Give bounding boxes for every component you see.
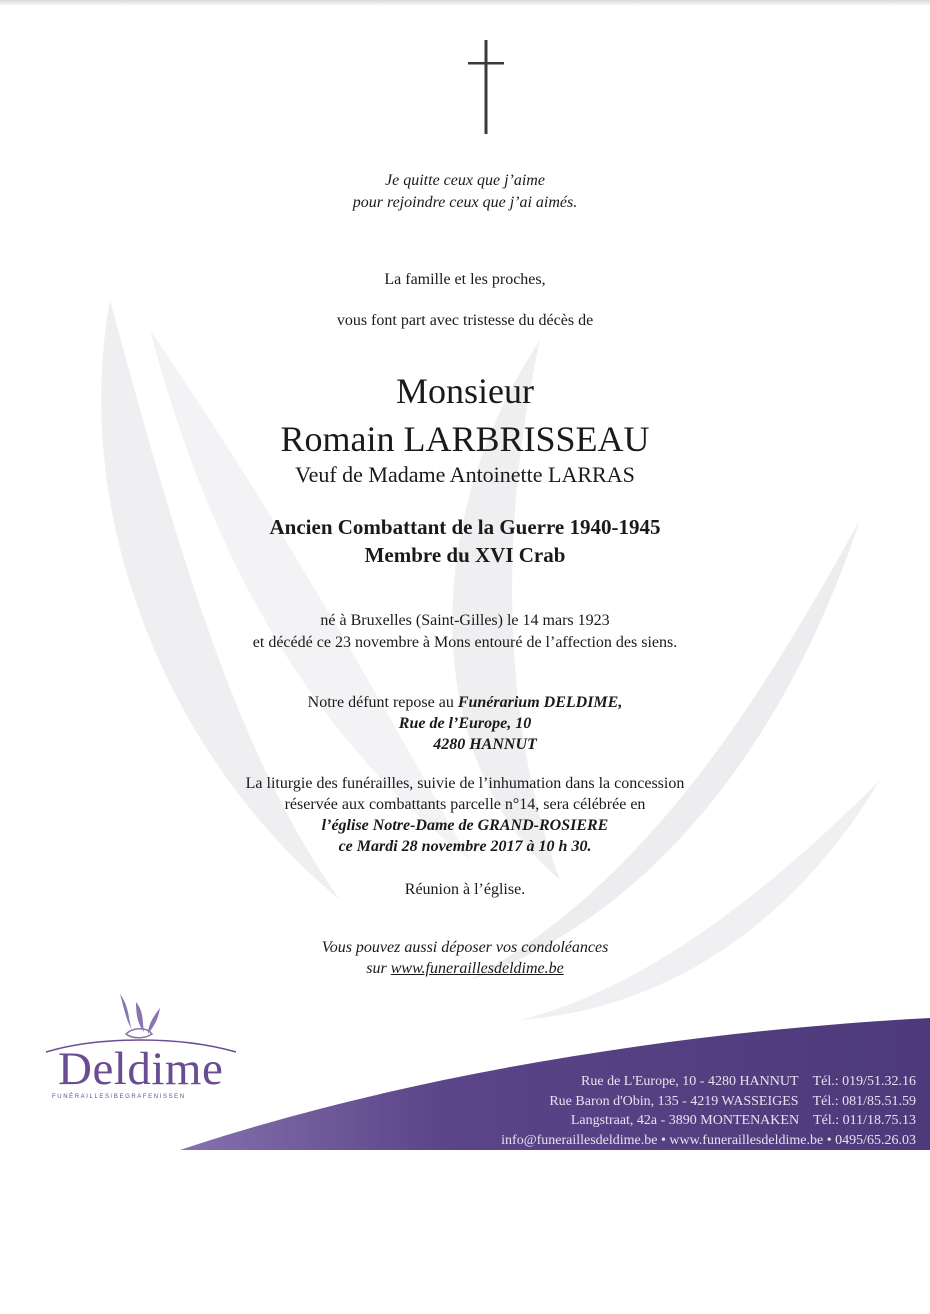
announcement-intro: vous font part avec tristesse du décès de — [336, 312, 594, 329]
phone-hannut: Tél.: 019/51.32.16 — [812, 1074, 916, 1089]
address-wasseiges: Rue Baron d'Obin, 135 - 4219 WASSEIGES — [549, 1093, 799, 1109]
family-line: La famille et les proches, — [384, 271, 546, 288]
repose-intro: Notre défunt repose au — [307, 694, 458, 711]
condolences-link-line — [0, 960, 930, 978]
condolences-url-link[interactable]: www.funeraillesdeldime.be — [390, 960, 564, 977]
meeting-line: Réunion à l’église. — [404, 881, 526, 898]
repose-line — [0, 694, 930, 712]
address-montenaken: Langstraat, 42a - 3890 MONTENAKEN — [570, 1113, 800, 1128]
funerarium-street: Rue de l’Europe, 10 — [398, 715, 532, 732]
funerarium-city: 4280 HANNUT — [433, 736, 537, 753]
distinction-line-1: Ancien Combattant de la Guerre 1940-1945 — [269, 515, 661, 539]
condolences-line: Vous pouvez aussi déposer vos condoléances — [321, 939, 609, 956]
liturgy-line-2: réservée aux combattants parcelle n°14, sera célébrée en — [284, 796, 646, 813]
phone-montenaken: Tél.: 011/18.75.13 — [813, 1113, 916, 1128]
footer-row-hannut — [501, 1072, 916, 1092]
liturgy-line-1: La liturgie des funérailles, suivie de l’inhumation dans la concession — [245, 775, 685, 792]
deceased-name: Romain LARBRISSEAU — [280, 419, 650, 459]
condolences-prefix: sur — [366, 960, 391, 977]
deldime-logo-wordmark: Deldime — [58, 1043, 224, 1095]
funerarium-name: Funérarium DELDIME, — [457, 694, 623, 711]
quote-line-1: Je quitte ceux que j’aime — [385, 172, 545, 189]
distinction-line-2: Membre du XVI Crab — [364, 543, 566, 567]
deldime-logo-tagline: FUNÉRAILLES/BEGRAFENISSEN — [52, 1094, 186, 1100]
quote-line-2: pour rejoindre ceux que j’ai aimés. — [352, 194, 578, 211]
ceremony-datetime: ce Mardi 28 novembre 2017 à 10 h 30. — [338, 838, 592, 855]
footer-row-montenaken — [501, 1111, 916, 1131]
death-line: et décédé ce 23 novembre à Mons entouré de l’affection des siens. — [252, 634, 678, 651]
footer-contact-line: info@funeraillesdeldime.be • www.funeraillesdeldime.be • 0495/65.26.03 — [501, 1132, 916, 1148]
deceased-title: Monsieur — [396, 371, 534, 411]
church-name: l’église Notre-Dame de GRAND-ROSIERE — [321, 817, 609, 834]
footer-row-wasseiges — [501, 1092, 916, 1112]
phone-wasseiges: Tél.: 081/85.51.59 — [812, 1093, 916, 1109]
cross-icon — [466, 38, 506, 138]
widower-line: Veuf de Madame Antoinette LARRAS — [295, 462, 635, 487]
footer-contact-block — [501, 1072, 916, 1150]
birth-line: né à Bruxelles (Saint-Gilles) le 14 mars 1923 — [320, 612, 610, 629]
address-hannut: Rue de L'Europe, 10 - 4280 HANNUT — [581, 1074, 799, 1089]
